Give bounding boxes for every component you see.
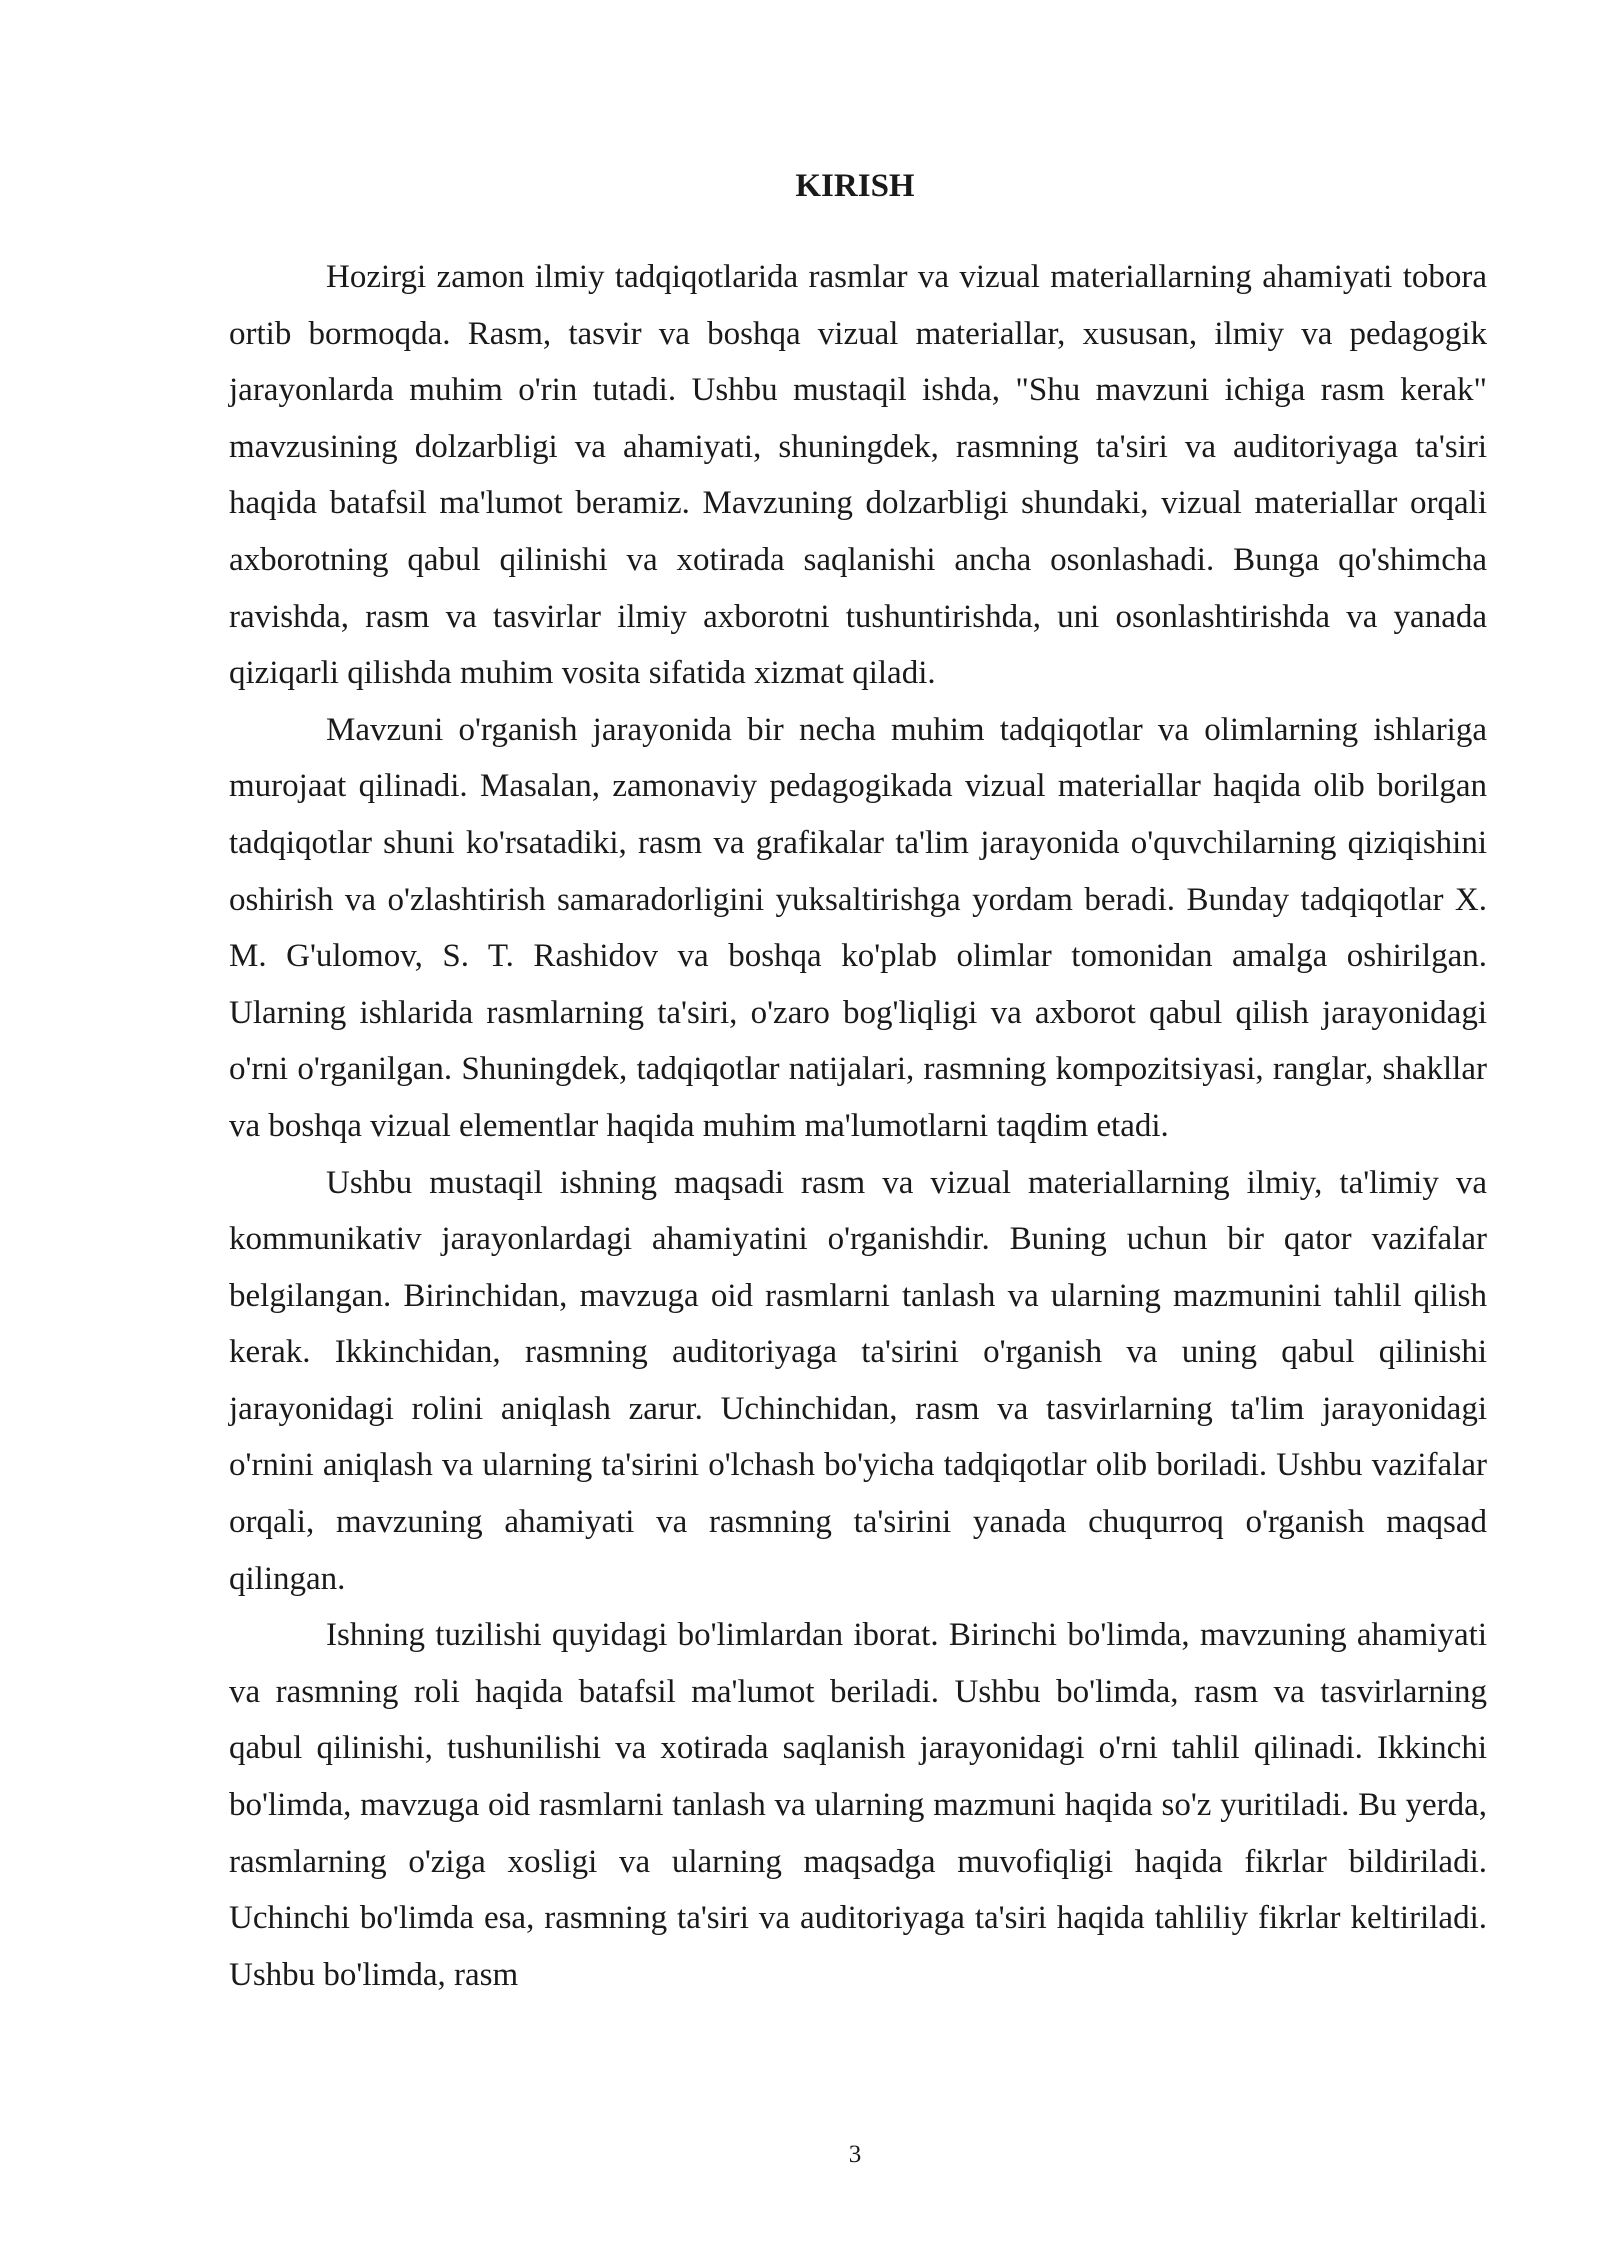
- body-text: [229, 249, 1487, 2003]
- page-number: 3: [848, 2141, 862, 2168]
- paragraph-4: Ishning tuzilishi quyidagi bo'limlardan iborat. Birinchi bo'limda, mavzuning ahamiyati va rasmning roli haqida batafsil ma'lumot beriladi. Ushbu bo'limda, rasm va tasvirlarning qabul qilinishi, tushunilishi va xotirada saqlanish jarayonidagi o'rni tahlil qilinadi. Ikkinchi bo'limda, mavzuga oid rasmlarni tanlash va ularning mazmuni haqida so'z yuritiladi. Bu yerda, rasmlarning o'ziga xosligi va ularning maqsadga muvofiqligi haqida fikrlar bildiriladi. Uchinchi bo'limda esa, rasmning ta'siri va auditoriyaga ta'siri haqida tahliliy fikrlar keltiriladi. Ushbu bo'limda, rasm: [229, 1617, 1487, 1993]
- paragraph-1: Hozirgi zamon ilmiy tadqiqotlarida rasmlar va vizual materiallarning ahamiyati tobora ortib bormoqda. Rasm, tasvir va boshqa vizual materiallar, xususan, ilmiy va pedagogik jarayonlarda muhim o'rin tutadi. Ushbu mustaqil ishda, "Shu mavzuni ichiga rasm kerak" mavzusining dolzarbligi va ahamiyati, shuningdek, rasmning ta'siri va auditoriyaga ta'siri haqida batafsil ma'lumot beramiz. Mavzuning dolzarbligi shundaki, vizual materiallar orqali axborotning qabul qilinishi va xotirada saqlanishi ancha osonlashadi. Bunga qo'shimcha ravishda, rasm va tasvirlar ilmiy axborotni tushuntirishda, uni osonlashtirishda va yanada qiziqarli qilishda muhim vosita sifatida xizmat qiladi.: [229, 259, 1487, 692]
- paragraph-3: Ushbu mustaqil ishning maqsadi rasm va vizual materiallarning ilmiy, ta'limiy va kommunikativ jarayonlardagi ahamiyatini o'rganishdir. Buning uchun bir qator vazifalar belgilangan. Birinchidan, mavzuga oid rasmlarni tanlash va ularning mazmunini tahlil qilish kerak. Ikkinchidan, rasmning auditoriyaga ta'sirini o'rganish va uning qabul qilinishi jarayonidagi rolini aniqlash zarur. Uchinchidan, rasm va tasvirlarning ta'lim jarayonidagi o'rnini aniqlash va ularning ta'sirini o'lchash bo'yicha tadqiqotlar olib boriladi. Ushbu vazifalar orqali, mavzuning ahamiyati va rasmning ta'sirini yanada chuqurroq o'rganish maqsad qilingan.: [229, 1164, 1487, 1597]
- paragraph-2: Mavzuni o'rganish jarayonida bir necha muhim tadqiqotlar va olimlarning ishlariga murojaat qilinadi. Masalan, zamonaviy pedagogikada vizual materiallar haqida olib borilgan tadqiqotlar shuni ko'rsatadiki, rasm va grafikalar ta'lim jarayonida o'quvchilarning qiziqishini oshirish va o'zlashtirish samaradorligini yuksaltirishga yordam beradi. Bunday tadqiqotlar X. M. G'ulomov, S. T. Rashidov va boshqa ko'plab olimlar tomonidan amalga oshirilgan. Ularning ishlarida rasmlarning ta'siri, o'zaro bog'liqligi va axborot qabul qilish jarayonidagi o'rni o'rganilgan. Shuningdek, tadqiqotlar natijalari, rasmning kompozitsiyasi, ranglar, shakllar va boshqa vizual elementlar haqida muhim ma'lumotlarni taqdim etadi.: [229, 711, 1487, 1144]
- page-title: KIRISH: [795, 168, 915, 204]
